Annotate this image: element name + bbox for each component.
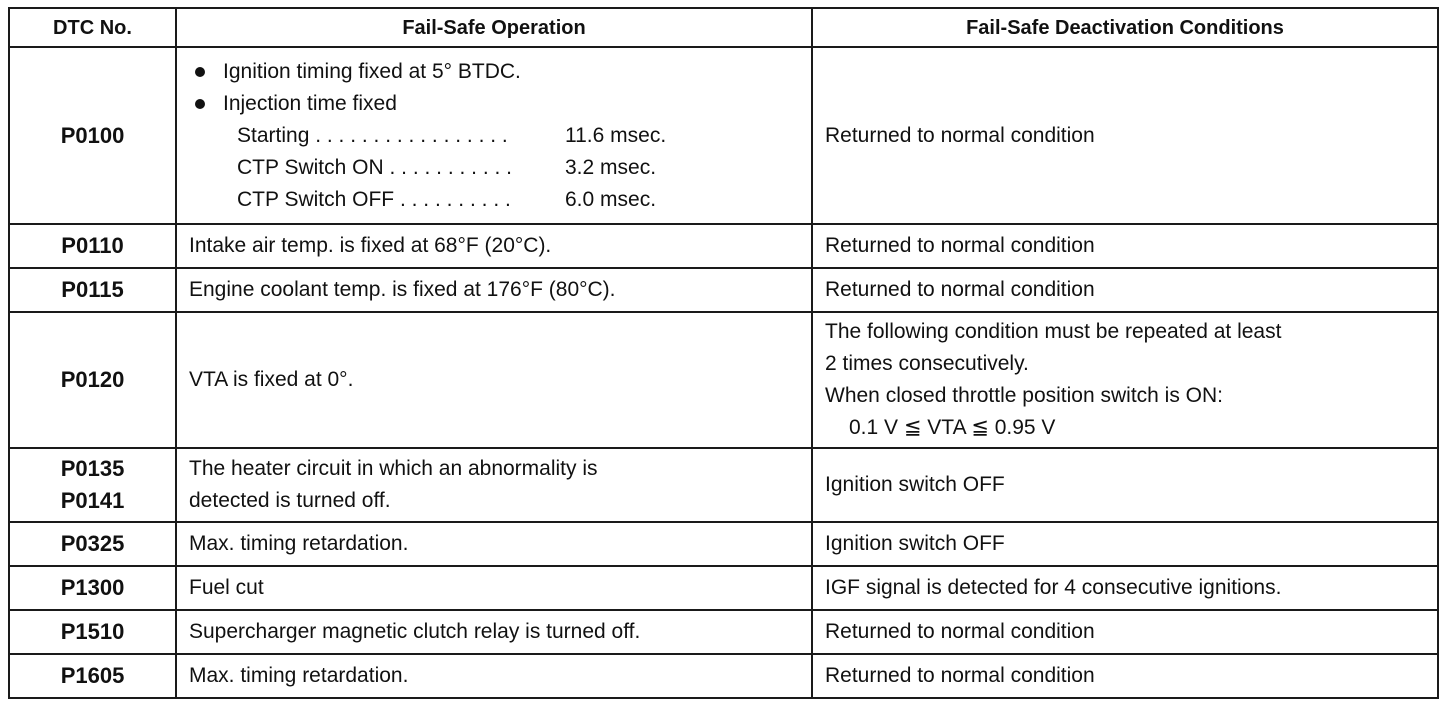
dtc-code: P1605 [9, 654, 176, 698]
table-row [9, 610, 1438, 654]
table-row [9, 312, 1438, 448]
table-row [9, 47, 1438, 224]
operation-line: The heater circuit in which an abnormality is [189, 457, 598, 480]
table-row [9, 268, 1438, 312]
condition-line: The following condition must be repeated at least [825, 320, 1282, 343]
deactivation-condition [812, 312, 1438, 448]
dtc-code: P0141 [60, 488, 125, 513]
fail-safe-table [8, 7, 1439, 699]
dtc-code: P0115 [9, 268, 176, 312]
table-header-row [9, 8, 1438, 47]
table-row [9, 566, 1438, 610]
dtc-code: P0135 [60, 456, 125, 481]
dtc-code: P1300 [9, 566, 176, 610]
spec-label: CTP Switch OFF . . . . . . . . . . [237, 187, 511, 211]
spec-row [237, 152, 799, 184]
fail-safe-operation [176, 448, 812, 522]
operation-bullet: Ignition timing fixed at 5° BTDC. [189, 56, 799, 88]
dtc-code: P0110 [9, 224, 176, 268]
fail-safe-operation: Supercharger magnetic clutch relay is turned off. [176, 610, 812, 654]
spec-value: 3.2 msec. [565, 155, 657, 179]
deactivation-condition: Ignition switch OFF [812, 448, 1438, 522]
operation-bullet: Injection time fixed [189, 88, 799, 120]
operation-bullet-list [189, 56, 799, 120]
table-row [9, 448, 1438, 522]
deactivation-condition: Returned to normal condition [812, 654, 1438, 698]
spec-value: 11.6 msec. [565, 123, 667, 147]
operation-line: detected is turned off. [189, 489, 391, 512]
deactivation-condition: IGF signal is detected for 4 consecutive ignitions. [812, 566, 1438, 610]
spec-label: Starting . . . . . . . . . . . . . . . . . [237, 123, 508, 147]
fail-safe-operation: VTA is fixed at 0°. [176, 312, 812, 448]
dtc-code: P1510 [9, 610, 176, 654]
deactivation-condition: Ignition switch OFF [812, 522, 1438, 566]
spec-row [237, 120, 799, 152]
fail-safe-operation: Max. timing retardation. [176, 654, 812, 698]
condition-formula: 0.1 V ≦ VTA ≦ 0.95 V [849, 416, 1056, 439]
condition-line: When closed throttle position switch is ON: [825, 384, 1223, 407]
dtc-code: P0325 [9, 522, 176, 566]
dtc-code-group [9, 448, 176, 522]
spec-label: CTP Switch ON . . . . . . . . . . . [237, 155, 512, 179]
fail-safe-operation: Intake air temp. is fixed at 68°F (20°C). [176, 224, 812, 268]
deactivation-condition: Returned to normal condition [812, 224, 1438, 268]
spec-row [237, 184, 799, 216]
fail-safe-operation: Engine coolant temp. is fixed at 176°F (80°C). [176, 268, 812, 312]
header-dtc-no: DTC No. [9, 8, 176, 47]
condition-line: 2 times consecutively. [825, 352, 1029, 375]
dtc-code: P0100 [9, 47, 176, 224]
table-row [9, 654, 1438, 698]
dtc-code: P0120 [9, 312, 176, 448]
table-row [9, 522, 1438, 566]
deactivation-condition: Returned to normal condition [812, 610, 1438, 654]
spec-value: 6.0 msec. [565, 187, 657, 211]
fail-safe-operation [176, 47, 812, 224]
deactivation-condition: Returned to normal condition [812, 47, 1438, 224]
header-fail-safe-operation: Fail-Safe Operation [176, 8, 812, 47]
fail-safe-operation: Fuel cut [176, 566, 812, 610]
injection-time-specs [189, 120, 799, 216]
deactivation-condition: Returned to normal condition [812, 268, 1438, 312]
fail-safe-operation: Max. timing retardation. [176, 522, 812, 566]
header-deactivation-conditions: Fail-Safe Deactivation Conditions [812, 8, 1438, 47]
table-row [9, 224, 1438, 268]
